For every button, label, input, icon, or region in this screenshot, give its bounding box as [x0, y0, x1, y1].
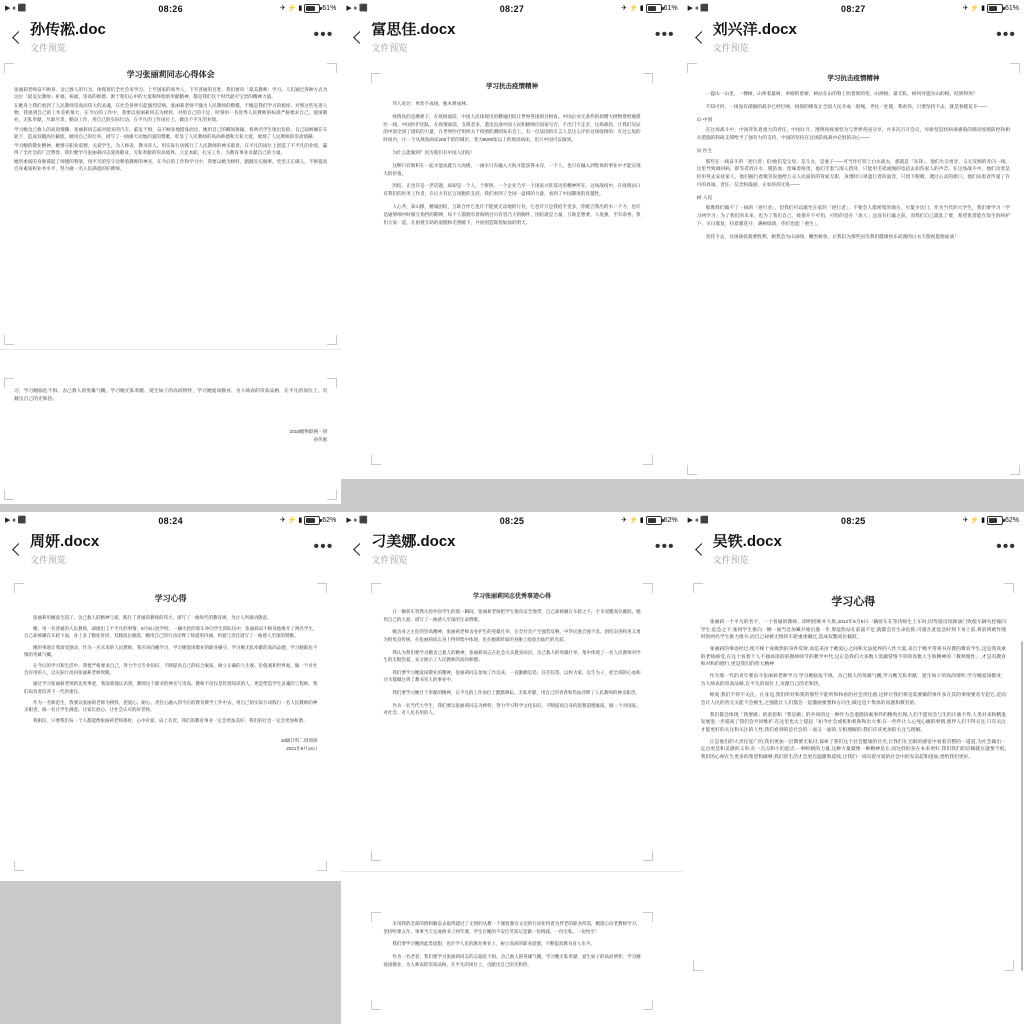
doc-paragraph: 作为一名老者，我们要学习张丽莉同志的志临危不惧、舍己救人的英雄气概，学习她无私奉献、爱生如子的高尚情怀，学习她爱岗敬业、为人师表的崇高品格，在平凡的岗位上，贡献出自己的光和热。: [383, 953, 641, 967]
doc-paragraph: 她舍身之主危的崇高精神，张丽莉老师舍身护生的英雄壮举，在全社会产生强烈反响，中华民族自强不息、团结奋进和见义勇为的优良传统，在张丽莉同志身上得到集中体现，也在她那纤弱的身躯上绽放出灿烂的光彩。: [383, 629, 641, 642]
document-title: 刘兴洋.docx: [712, 22, 797, 39]
doc-paragraph: 疫情真的是磨难子，在疫情面前，中国人民体现出的精诚团结让世界各国刮目相看。中国企业无条件的捐赠大批物资给驰援医一线，中国医护团队，在疫情面前，支援者多，遣送直战中国人民积极响应国家号召，不出门不走亲，这场战役，让我们见证的中国全国了团结的力量，在世界医疗组织关于疫情的测阅发布会上，有一位法国的友言人是这么评价这场疫情的：在这么短的时间内，让一个从规高病床200千的的城市，变为8000张以上的规高病床，也只中国可以做到。: [383, 113, 641, 143]
back-icon[interactable]: [691, 541, 709, 559]
battery-icon: [987, 4, 1003, 13]
doc-subheading: 山·中国: [696, 116, 713, 122]
document-subtitle: 文件预览: [30, 42, 67, 53]
title-block: [367, 534, 652, 566]
document-subtitle: 文件预览: [30, 554, 67, 565]
doc-paragraph: 她的事迹让我深受感动，作为一名未来的人民教师，我应该向她学习，学习她爱岗敬业的职业操守，学习她无私奉献的高尚品德，学习她临危不惧的英雄气概。: [24, 644, 318, 657]
doc-paragraph: 我们要学习她甘于奉献的精神，在平凡的工作岗位上默默耕耘、无私奉献，用自己的青春和热血诠释了人民教师的神圣职责。: [392, 690, 640, 696]
battery-icon: [646, 4, 662, 13]
status-left-icons: [5, 517, 114, 524]
doc-paragraph: 那些在一线奋斗的「逆行者」们!他们是父母，是儿女，是妻子——可当作打铁上白衣战衣，那就是「先锋」，他们火尖勇牙、义无反顾的奔向一线，这里导致调回病、即等者消汗水、脱防血、留味着疼烫，他们手套与深人搭环，只能用毛笔或绳的电话去扣伤家人的声音。在这场战斗中，他们舍着是轻用英去安抚家人，他们握行着微笑说他给万众人民面的的背面无职，身透时口罩遮行着的面容，只留下眼睛，透过心灵的窗口，他们向患者传递了许可的真诚、责任、信念和鼓励，正如你的无私——: [696, 158, 1010, 187]
doc-paragraph: 在一辆客车突然失控冲向学生的那一瞬间，张丽莉老师把学生推向安全地带，自己却被碾在车轮之下，不幸双腿高位截肢。她用自己的大爱，谱写了一曲感人至深的生命赞歌。: [383, 609, 641, 622]
doc-heading: 学习心得: [831, 596, 876, 608]
signal-icon: ✈ ⚡ ▮: [279, 517, 303, 524]
status-left-icons: [5, 5, 114, 12]
status-bar: [0, 512, 341, 529]
phone-screen-4: [0, 512, 341, 1024]
battery-percent: 62%: [663, 517, 678, 524]
doc-paragraph: 我相信，只要我们每一个人都能像张丽莉老师那样，心中有爱，肩上有责，我们的教育事业一定会更加美好，我们的社会一定会更加和谐。: [33, 718, 308, 724]
nav-bar: [341, 529, 682, 571]
nav-bar: [0, 17, 341, 59]
document-subtitle: 文件预览: [371, 42, 408, 53]
play-icon: ▶ ⏸ ⬛: [687, 5, 710, 12]
document-preview-area[interactable]: [683, 59, 1024, 512]
doc-paragraph: 在今后的学习和生活中，我要严格要求自己，努力学习专业知识，不断提高自己的综合素质，树立正确的人生观、价值观和世界观，做一个对社会有用的人，以实际行动向张丽莉老师致敬。: [24, 662, 318, 676]
status-left-icons: [346, 517, 455, 524]
doc-paragraph: 伟人说过：单丝不成线，独木难成林。: [392, 101, 471, 106]
doc-paragraph: 这种只有堆积在一起才能成就互大高楼，一滴水只有融入大海才能获得永存，一个人，也只有融入到集体的事业中才能实现大的价值。: [383, 162, 641, 176]
document-page: [683, 59, 1024, 479]
document-page: [341, 906, 682, 1016]
doc-paragraph: 人心齐，泰山移，精诚团结，互助合作它也许不能使无动地的行业，它也许只是我抢手里多，你配合我出的水一个力，也许是通情细中时相互指挡的期禅，每个人都拥有着海纳百川有容乃大的胸怀，团结就是力量，互助是想要，人攻强，手有余香，我们大家一起，在困难互助的道理和光照暖下，共同创造辉煌灿灿的明天。: [383, 203, 641, 225]
document-title: 孙传淞.doc: [30, 22, 106, 39]
doc-paragraph: 她，用一名普通的人民教师，却做出了不平凡的事情，5月8日放学时，一辆失控的客车冲向学生的队伍中，张丽莉奋不顾身地推开了两名学生，自己却被碾在车轮下面，身上多了数处骨折，双腿高位截肢，她用自己的行动诠释了师爱的内涵，用爱与责任谱写了一曲感人至深的赞歌。: [24, 626, 318, 639]
doc-paragraph: 作为一名师范生，我要以张丽莉老师为榜样，把爱心、耐心、责任心融入到今后的教育教学工作中去，用自己的实际行动践行一名人民教师的神圣职责，做一名让学生满意、让家长放心、让社会认可的好老师。: [24, 699, 318, 712]
back-icon[interactable]: [8, 29, 26, 47]
doc-paragraph: 张丽莉老师奋不顾身、舍己救人的行为，体现着们全社会来学习。上至国家的领导人，下至普通的百姓，我们要向「最美教师」学习。人们通过各种方式为这位「最美女教师」祈福，祝福、崇高的师德、源于我们心中的大爱和终始的奉献精神，都是我们这个时代最可宝贵的精神力量。: [14, 87, 328, 100]
more-options-icon[interactable]: •••: [996, 26, 1016, 43]
doc-heading: 学习心得: [154, 594, 187, 603]
battery-percent: 61%: [322, 5, 337, 12]
back-icon[interactable]: [349, 29, 367, 47]
document-page: [0, 571, 341, 881]
battery-icon: [304, 516, 320, 525]
doc-paragraph: 作为那一代的青年要奋斗张丽莉老师学习,学习她临危不惧、舍己救人的英雄气概,学习她无私奉献、爱生如子的高尚情怀,学习她爱岗敬业、为人师表的崇高品格,在平凡的岗位上,贡献自己的光和热。: [700, 674, 1006, 687]
more-options-icon[interactable]: •••: [996, 538, 1016, 555]
nav-bar: [0, 529, 341, 571]
more-options-icon[interactable]: •••: [313, 26, 334, 43]
doc-signature: 2018级物联网一班: [289, 429, 328, 435]
title-block: [367, 22, 652, 54]
doc-paragraph: 我们都会体现「我要做」的意思和「我是做」的共同的这一种作为会道德因素事件的精致出现,人们不愿说会与生的汗液不得,人类对来和精进发展进一步提高了我们会共同维护,在这里也太上提起「如今社会或机和机和和出大事,在一件件让人心死心痛的事情,使伴人们不得关注,只有关注才能更好的关注和关注的人性,我们看到的是社会的一面又一面的,互相理解的,我们应该更加的关注与理解。: [700, 712, 1006, 734]
status-left-icons: [688, 517, 797, 524]
document-subtitle: 文件预览: [371, 554, 408, 565]
play-icon: ▶ ⏸ ⬛: [687, 517, 710, 524]
document-subtitle: 文件预览: [712, 42, 749, 53]
doc-signature: 18级计科二班周妍: [280, 738, 318, 744]
title-block: [709, 534, 994, 566]
nav-bar: [341, 17, 682, 59]
status-bar: [341, 0, 682, 17]
battery-percent: 61%: [663, 5, 678, 12]
document-page: [341, 571, 682, 871]
doc-paragraph: 她用柔弱的身躯撑起了师德的脊梁，用平凡的坚守诠释着教师的神圣，在今后的工作和学习中，我要以她为榜样，踏踏实实做事，堂堂正正做人，不断提高自身素质和业务水平，努力做一名人民满意的好教师。: [14, 158, 328, 172]
doc-paragraph: 学习她舍己救人的高尚情操，张丽莉同志面对驶来的汽车，临危不惧，奋不顾身地挺身而出，她用自己的瞬间推搡，将两名学生推出危险，自己却被碾在车轮下，造成双腿高位截肢。她用自己的壮举，谱写了一曲感天动地的爱的赞歌，彰显了人民教师的高尚师德和无私大爱，展现了人民教师的崇高情操。: [14, 126, 328, 139]
doc-paragraph: 未用我的全部的情和勤奋去取得建过了无情的从教一个课复制女文迈的行动化特着为伴老的职业所需，她遗心向老教师学习，坚持听课五年，事事当天完成换书了两年课，学生在她的不安位笑知记是做一份情减，一份无私。一份快至！: [383, 921, 641, 934]
doc-subheading: 泉·医生: [696, 147, 713, 153]
status-clock: 08:26: [158, 3, 183, 14]
status-bar: [341, 512, 682, 529]
battery-icon: [304, 4, 320, 13]
signal-icon: ✈ ⚡ ▮: [962, 5, 985, 12]
more-options-icon[interactable]: •••: [654, 26, 675, 43]
status-clock: 08:25: [841, 515, 866, 526]
doc-paragraph: 我们要学习她爱岗敬业的精神，张丽莉同志参加工作以来，一直勤勤恳恳、任劳任怨，以校为家、以生为子，把全部的心血和汗水都倾注到了教书育人的事业中。: [383, 669, 641, 683]
doc-signature: 孙传淞: [313, 437, 328, 443]
doc-subheading: 树·人民: [696, 194, 713, 200]
document-preview-area[interactable]: [341, 571, 682, 1024]
status-clock: 08:27: [841, 3, 866, 14]
doc-paragraph: 那像我们做不了一线的「逆行者」，但我们可以做宅在家的「逆行者」，不要会人群密集的地方，尽量少出门，作为当代的大学生，我们要学习「学习两学习」为了我们的未来，也为了我们自己，疫情开不可怕，可怕的是在「放人」还没有打赢之前，而我们自己就乱了要，希望患者能在饭生的呵护下，早日康复，持着暖花开，满树绿荫，你们也能「重生」。: [696, 205, 1010, 226]
status-bar: [683, 0, 1024, 17]
battery-percent: 62%: [322, 517, 337, 524]
phone-screen-3: [683, 0, 1024, 512]
doc-date: 2021年9月16日: [286, 746, 318, 752]
doc-paragraph: 不知可何，一场没有硝烟的战争已经打响，疫情的爆发让全国人民开成一股绳，齐往一处使，我看你，只要坚持下去，就是春暖花开——: [705, 103, 987, 109]
play-icon: ▶ ⏸ ⬛: [346, 517, 368, 524]
battery-icon: [646, 516, 662, 525]
doc-heading: 学习抗击疫情精神: [827, 75, 880, 82]
play-icon: ▶ ⏸ ⬛: [346, 5, 368, 12]
doc-paragraph: 作为一名当代大学生，我们要以张丽莉同志为榜样，努力学习科学文化知识，不断提高自身的思想道德素质，做一个对国家、对社会、对人民有用的人。: [383, 702, 641, 716]
document-title: 刁美娜.docx: [371, 534, 456, 551]
phone-screen-5: [341, 512, 682, 1024]
signal-icon: ✈ ⚡ ▮: [621, 5, 644, 12]
doc-paragraph: 为什么能做到？因为我们有中国人团结！: [392, 149, 476, 155]
doc-paragraph: 通过学习张丽莉老师的先进事迹，我深刻地认识到，教师这个职业的神圣与崇高。教师不仅仅是传授知识的人，更是塑造学生灵魂的工程师，我们肩负着培养下一代的重任。: [24, 681, 318, 694]
status-right-icons: [568, 516, 677, 525]
title-block: [26, 534, 311, 566]
nav-bar: [683, 529, 1024, 571]
doc-paragraph: 我认为我们要学习她舍己救人的精神，张丽莉同志在危急关头挺身而出、舍己救人的英雄壮举，集中体现了一名人民教师对学生的无限热爱，充分展示了人民教师的高尚师德。: [383, 649, 641, 663]
status-right-icons: [227, 4, 336, 13]
back-icon[interactable]: [8, 541, 26, 559]
status-right-icons: [910, 4, 1019, 13]
document-page: [0, 374, 341, 504]
doc-heading: 学习抗击疫情精神: [485, 83, 538, 90]
status-clock: 08:24: [158, 515, 183, 526]
play-icon: ▶ ⏸ ⬛: [5, 5, 27, 12]
doc-heading: 学习张丽莉同志心得体会: [126, 70, 215, 79]
back-icon[interactable]: [691, 29, 709, 47]
document-page: [341, 59, 682, 479]
document-title: 吴铁.docx: [712, 534, 782, 551]
doc-paragraph: 在这场战斗中，中国背负着重大的责任，中国让开，透明将疫情变为与世界各国分享，并多次召开会议，对新型冠状病毒感染的肺炎疫情防控和相关措施的科研支撑给予了强有力的支持，中国的坚持在这场防疫战中必胜的决心——: [696, 127, 1010, 140]
status-clock: 08:27: [499, 3, 525, 14]
document-preview-area[interactable]: [0, 571, 341, 1024]
back-icon[interactable]: [349, 541, 367, 559]
scrollbar[interactable]: [1021, 641, 1023, 971]
document-title: 周妍.docx: [30, 534, 100, 551]
title-block: [709, 22, 994, 54]
document-page: [0, 59, 341, 349]
status-clock: 08:25: [499, 515, 525, 526]
doc-paragraph: 正是他们的大责任宽广的,我们更加一层期要无私付,探索了我们这个社会健康的目光,让我们在无限的感觉中看着有整的一道道,为社会做出一定点更是和美感的义举,在一点点和小的起点,一种积极的力量,这种力量就像一种精神是在,而这样的多在本来更好,我们我们的信赖就在就要不低,我们的心相在生更多的希望和做够,我们的生活才会更有温暖和延续,让我们一同向着可爱的社会中的发奋起和进加,更给我们更好。: [700, 739, 1006, 761]
more-options-icon[interactable]: •••: [313, 538, 334, 555]
battery-percent: 61%: [1004, 5, 1019, 12]
battery-percent: 62%: [1004, 517, 1019, 524]
status-right-icons: [227, 516, 336, 525]
doc-paragraph: 张丽莉用她爱生超子，舍己救人的精神与爱，践行了普通的教师的伟大，谱写了一曲时代的教育颂，为让人所感动敬意。: [33, 615, 272, 620]
status-right-icons: [568, 4, 677, 13]
nav-bar: [683, 17, 1024, 59]
play-icon: ▶ ⏸ ⬛: [5, 517, 27, 524]
document-title: 富思佳.docx: [371, 22, 456, 39]
phone-screen-2: [341, 0, 682, 512]
doc-paragraph: 张丽莉一个平凡的名字，一个普通的教师，即明招师并大班,2012年5月8日一辆客车在等待师生上车时,因驾驶员误踩油门致使车辆失控撞向学生,危急之下,张将学生推向一侧一面当急加紧开始后施一步,那危险站在前面不足,就都会有生命危险,可就在此危急时刻下身上前,将前将被作理时的两名学生推力推开,而自己却被无情的车轮重重碾过,造成双腿高位截肢。: [700, 620, 1006, 641]
doc-paragraph: 习，学习她临危不惧、舍己救人的英雄气概，学习她无私奉献、爱生如子的高尚情怀，学习她爱岗敬业、为人师表的崇高品格，在平凡的岗位上，贡献出自己的光和热。: [14, 389, 328, 402]
status-left-icons: [688, 5, 797, 12]
phone-screen-6: [683, 512, 1024, 1024]
document-preview-area[interactable]: [0, 59, 341, 512]
battery-icon: [987, 516, 1003, 525]
doc-paragraph: 坚持下去，这场战役就要胜利，树我会为山添绿，嫩害树妆，让我们为那些因为我们健康快乐而渡的白衣天使祝愿他加油！: [705, 233, 959, 239]
doc-paragraph: 张丽莉的事迹经过,使不顾个身微然的身件反射,而是来由于她爱心之间和无法能界的人性大爱,来自于她平常将书育教的教育学生,这是我真重的老师感受,在这个看着个人不独谈谈的的教师师节的教学中代,这正是我们大多数人需做常情不管的高雅人生和精神的「教师理性」,才是有教育和对和的德行,更是我们的伟大精神: [700, 647, 1006, 668]
title-block: [26, 22, 311, 54]
status-bar: [0, 0, 341, 17]
doc-paragraph: 学习她的敬业精神，她恪守职业道德，关爱学生，为人师表，教书育人，用实际行动践行了人民教师的神圣职责，在平凡的岗位上创造了不平凡的业绩，赢得了全社会的广泛赞誉。我们要学习张丽莉同志爱岗敬业、无私奉献的崇高境界，立足本职，扎实工作，为教育事业贡献自己的力量。: [14, 142, 328, 155]
status-right-icons: [910, 516, 1019, 525]
doc-paragraph: 师爱,我们不得不关注。在身边,我们所对和我的那些不能听和和看的社会责任感,这样让我们将是需要做的事作多在其的事情要者专起它,近而会让人民的普无关能不会被生,之强能让人们都会一起激励要想和方向生,做这是个集体的问题和教育的。: [700, 693, 1006, 707]
doc-paragraph: 团结，正也许是一老话题，却却是一个人，个班组，一个企业乃至一个国家兴旺发达的精神所在，这场战疫中，在疫情站口有我们的医务工作者，在后方有亿万同胞的支持，我们看到了全国一盘棋的力量，看到了中国制度的优越性。: [383, 183, 641, 197]
doc-paragraph: 我们要学习她的此类思想，也许学人民的教育事业上，树立高尚的职业道德，不断提高教书育人水平。: [392, 941, 595, 947]
document-page: [683, 571, 1024, 981]
signal-icon: ✈ ⚡ ▮: [962, 517, 985, 524]
doc-paragraph: 在她身上我们看到了人民教师崇高而伟大的灵魂，在社会各界引起强烈反响。张丽莉老师不愧为人民教师的楷模，不愧是我们学习的榜样。对照这些先进人物，我感到自己的工作差距很大，在今后的工作中，我要以张丽莉同志为榜样，对照自己的不足，时刻用一名优秀人民教师的标准严格要求自己，爱岗敬业，无私奉献，尽职尽责，勤奋工作，用自己的实际行动，在平凡的工作岗位上，做出不平凡的业绩。: [14, 103, 328, 123]
doc-heading: 学习张丽莉同志优秀事迹心得: [472, 594, 551, 600]
phone-screen-1: [0, 0, 341, 512]
doc-paragraph: 一提山一山里，一棵树，山拳着最树，单刚的着树，树站在山的脊上吹着果的变，山摔根；最无私，树何对施为山的根，结果得用？: [705, 91, 978, 96]
document-preview-area[interactable]: [683, 571, 1024, 1024]
signal-icon: ✈ ⚡ ▮: [279, 5, 303, 12]
more-options-icon[interactable]: •••: [654, 538, 675, 555]
signal-icon: ✈ ⚡ ▮: [621, 517, 644, 524]
document-subtitle: 文件预览: [712, 554, 749, 565]
document-preview-area[interactable]: [341, 59, 682, 512]
status-left-icons: [346, 5, 455, 12]
status-bar: [683, 512, 1024, 529]
